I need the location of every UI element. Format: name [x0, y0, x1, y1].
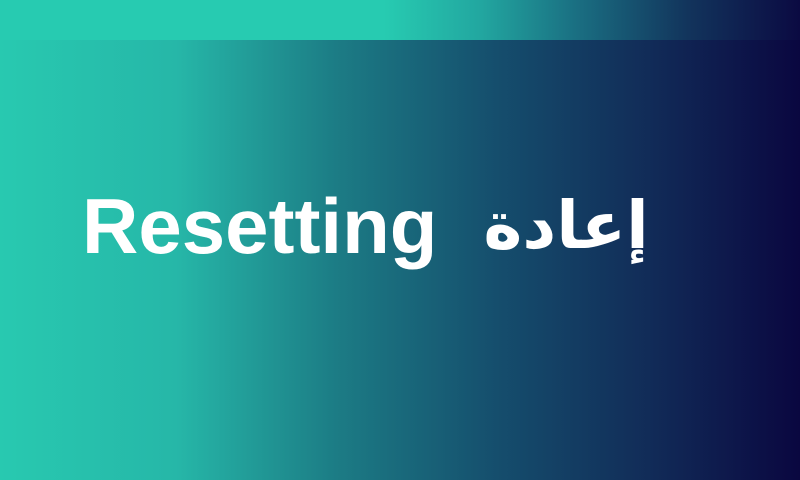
- title-english: Resetting: [82, 182, 438, 270]
- top-banner-strip: [0, 0, 800, 40]
- title-row: [82, 182, 649, 282]
- title-arabic: إعادة: [483, 187, 649, 264]
